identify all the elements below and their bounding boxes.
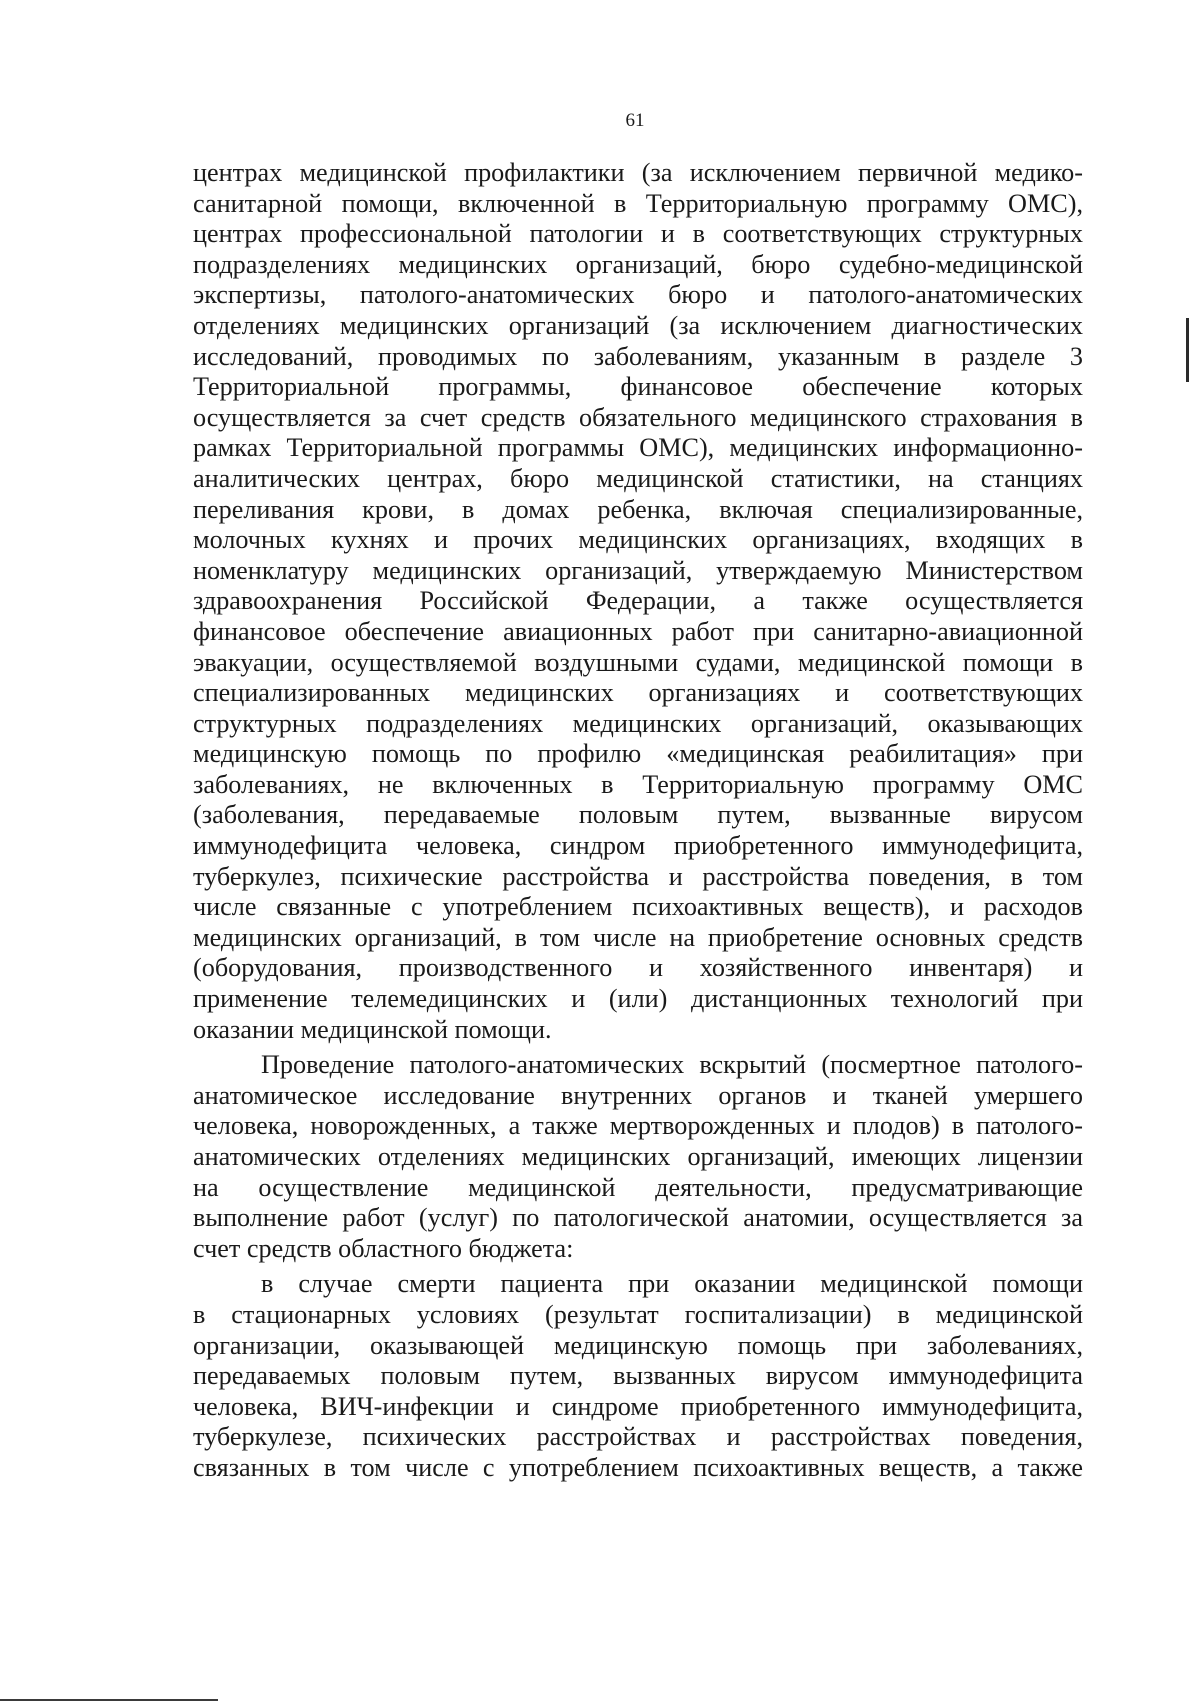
- text-line: оказании медицинской помощи.: [193, 1014, 552, 1044]
- text-line: центрах профессиональной патологии и в соответствующих структурных: [193, 219, 1083, 249]
- text-line: выполнение работ (услуг) по патологической анатомии, осуществляется за: [193, 1203, 1083, 1233]
- text-line: организации, оказывающей медицинскую помощь при заболеваниях,: [193, 1330, 1083, 1360]
- text-line: экспертизы, патолого-анатомических бюро и патолого-анатомических: [193, 280, 1083, 310]
- text-line: человека, ВИЧ-инфекции и синдроме приобретенного иммунодефицита,: [193, 1391, 1083, 1421]
- text-line: молочных кухнях и прочих медицинских организациях, входящих в: [193, 525, 1083, 555]
- text-line: применение телемедицинских и (или) дистанционных технологий при: [193, 984, 1083, 1014]
- text-line: связанных в том числе с употреблением психоактивных веществ, а также: [193, 1452, 1083, 1482]
- text-line: человека, новорожденных, а также мертворожденных и плодов) в патолого-: [193, 1111, 1083, 1141]
- paragraph: [193, 1050, 1083, 1264]
- text-line: анатомическое исследование внутренних органов и тканей умершего: [193, 1080, 1083, 1110]
- text-line: структурных подразделениях медицинских организаций, оказывающих: [193, 708, 1083, 738]
- footer-rule: [0, 1699, 218, 1701]
- text-line: переливания крови, в домах ребенка, включая специализированные,: [193, 494, 1083, 524]
- text-line: эвакуации, осуществляемой воздушными судами, медицинской помощи в: [193, 647, 1083, 677]
- text-line: центрах медицинской профилактики (за исключением первичной медико-: [193, 158, 1083, 187]
- text-line: передаваемых половым путем, вызванных вирусом иммунодефицита: [193, 1361, 1083, 1391]
- text-line: иммунодефицита человека, синдром приобретенного иммунодефицита,: [193, 831, 1083, 861]
- text-line: анатомических отделениях медицинских организаций, имеющих лицензии: [193, 1142, 1083, 1171]
- text-line: в стационарных условиях (результат госпитализации) в медицинской: [193, 1299, 1083, 1329]
- text-line: (оборудования, производственного и хозяйственного инвентаря) и: [193, 953, 1083, 983]
- text-line: санитарной помощи, включенной в Территориальную программу ОМС),: [193, 188, 1083, 218]
- text-line: Территориальной программы, финансовое обеспечение которых: [193, 372, 1083, 402]
- text-line: числе связанные с употреблением психоактивных веществ), и расходов: [193, 892, 1083, 922]
- text-line: медицинскую помощь по профилю «медицинская реабилитация» при: [193, 739, 1083, 769]
- text-line: исследований, проводимых по заболеваниям, указанным в разделе 3: [193, 341, 1083, 371]
- text-line: медицинских организаций, в том числе на приобретение основных средств: [193, 922, 1083, 952]
- paragraph: [193, 1269, 1083, 1483]
- text-line: на осуществление медицинской деятельности, предусматривающие: [193, 1172, 1083, 1202]
- text-line: заболеваниях, не включенных в Территориальную программу ОМС: [193, 769, 1083, 799]
- text-line: аналитических центрах, бюро медицинской статистики, на станциях: [193, 463, 1083, 493]
- text-line: счет средств областного бюджета:: [193, 1233, 574, 1263]
- text-line: туберкулез, психические расстройства и расстройства поведения, в том: [193, 861, 1083, 891]
- body-text: [193, 158, 1083, 1484]
- margin-mark: [1186, 318, 1189, 382]
- text-line: осуществляется за счет средств обязательного медицинского страхования в: [193, 402, 1083, 432]
- text-line: здравоохранения Российской Федерации, а также осуществляется: [193, 586, 1083, 616]
- text-line: отделениях медицинских организаций (за исключением диагностических: [193, 310, 1083, 340]
- paragraph: [193, 158, 1083, 1045]
- text-line: в случае смерти пациента при оказании медицинской помощи: [261, 1269, 1083, 1299]
- text-line: туберкулезе, психических расстройствах и расстройствах поведения,: [193, 1422, 1083, 1452]
- text-line: специализированных медицинских организациях и соответствующих: [193, 678, 1083, 708]
- text-line: подразделениях медицинских организаций, бюро судебно-медицинской: [193, 249, 1083, 279]
- text-line: (заболевания, передаваемые половым путем, вызванные вирусом: [193, 800, 1083, 830]
- text-line: финансовое обеспечение авиационных работ при санитарно-авиационной: [193, 616, 1083, 646]
- page-number: 61: [625, 110, 645, 131]
- text-line: рамках Территориальной программы ОМС), медицинских информационно-: [193, 433, 1083, 463]
- text-line: номенклатуру медицинских организаций, утверждаемую Министерством: [193, 555, 1083, 585]
- text-line: Проведение патолого-анатомических вскрытий (посмертное патолого-: [261, 1050, 1083, 1080]
